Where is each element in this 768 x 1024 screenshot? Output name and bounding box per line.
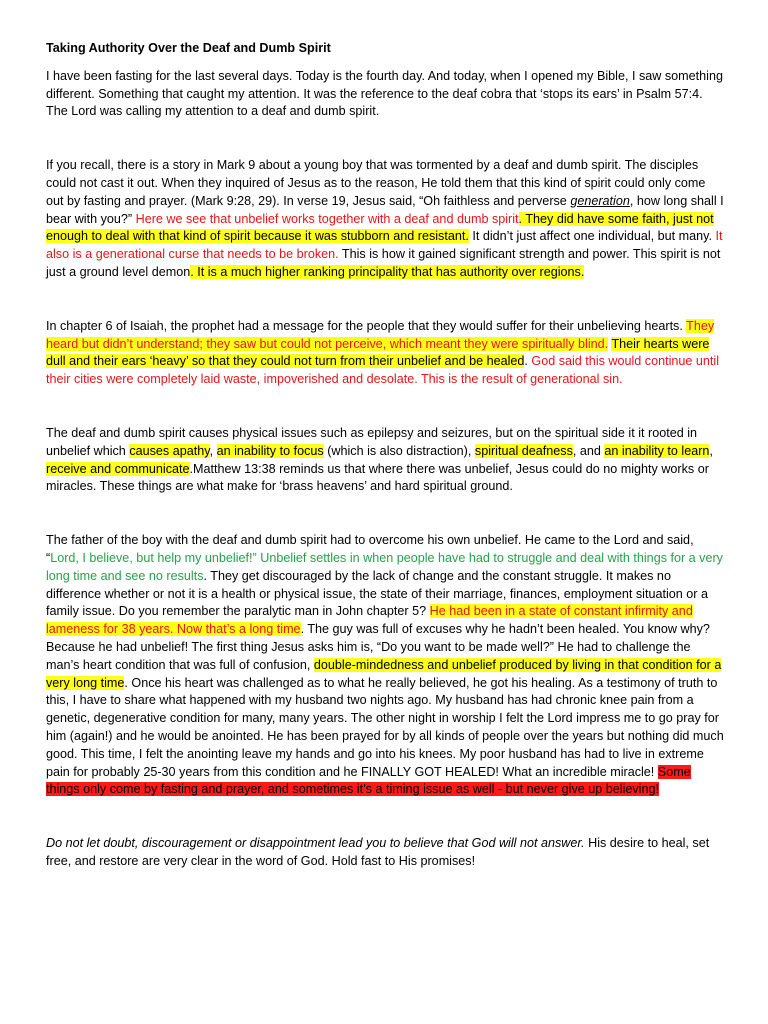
text-run: In chapter 6 of Isaiah, the prophet had a message for the people that they would suffer for their unbelieving hearts. <box>46 318 687 333</box>
text-run: , how long shall I bear with you?” <box>46 193 724 226</box>
spacer <box>46 121 726 157</box>
paragraph-5 <box>46 532 726 799</box>
highlighted-text-run: causes apathy <box>129 443 210 458</box>
text-run: . <box>524 354 532 369</box>
red-highlighted-text-run: Some things only come by fasting and prayer, and sometimes it’s a timing issue as well - but never give up believing! <box>46 764 691 797</box>
spacer <box>46 799 726 835</box>
red-highlighted-text-run: They heard but didn’t understand; they saw but could not perceive, which meant they were spiritually blind. <box>46 318 715 351</box>
text-run: .Matthew 13:38 reminds us that where there was unbelief, Jesus could do no mighty works or miracles. These things are what make for ‘brass heavens’ and hard spiritual ground. <box>46 461 709 494</box>
text-run: This is how it gained significant strength and power. This spirit is not just a ground level demon <box>46 247 721 279</box>
paragraph-2 <box>46 157 726 282</box>
highlighted-text-run: double-mindedness and unbelief produced by living in that condition for a very long time <box>46 657 722 690</box>
highlighted-text-run: Their hearts were dull and their ears ‘heavy’ so that they could not turn from their unbelief and be healed <box>46 336 710 369</box>
text-run: (which is also distraction), <box>323 443 475 458</box>
red-text-run: God said this would continue until their cities were completely laid waste, impoverished and desolate. This is the result of generational sin. <box>46 354 720 387</box>
highlighted-text-run: receive and communicate <box>46 461 190 476</box>
document-page <box>46 40 726 871</box>
highlighted-text-run: an inability to focus <box>216 443 324 458</box>
highlighted-text-run: . They did have some faith, just not enough to deal with that kind of spirit because it was stubborn and resistant. <box>46 211 714 244</box>
text-run: It didn’t just affect one individual, but many. <box>468 229 716 244</box>
highlighted-text-run: . It is a much higher ranking principality that has authority over regions. <box>190 264 585 279</box>
text-run: If you recall, there is a story in Mark 9 about a young boy that was tormented by a deaf and dumb spirit. The disciples could not cast it out. When they inquired of Jesus as to the reason, He told them that this kind of spirit could only come out by fasting and prayer. (Mark 9:28, 29). In verse 19, Jesus said, “Oh faithless and perverse <box>46 158 706 208</box>
spacer <box>46 496 726 532</box>
red-text-run: It also is a generational curse that needs to be broken. <box>46 229 723 262</box>
text-run: The father of the boy with the deaf and dumb spirit had to overcome his own unbelief. He came to the Lord and said, “ <box>46 533 694 565</box>
text-run: . They get discouraged by the lack of change and the constant struggle. It makes no difference whether or not it is a health or physical issue, the state of their marriage, finances, employment situation or a family issue. Do you remember the paralytic man in John chapter 5? <box>46 568 708 619</box>
highlighted-text-run: spiritual deafness <box>474 443 573 458</box>
highlighted-text-run: an inability to learn <box>604 443 710 458</box>
paragraph-3 <box>46 318 726 389</box>
underlined-word: generation <box>570 193 630 208</box>
text-run: . Once his heart was challenged as to what he really believed, he got his healing. As a testimony of truth to this, I have to share what happened with my husband two nights ago. My husband has had chronic knee pain from a genetic, degenerative condition for many, many years. The other night in worship I felt the Lord impress me to go pray for him (again!) and he would be anointed. He has been prayed for by all kinds of people over the years but nothing did much good. This time, I felt the anointing leave my hands and go into his knees. My poor husband has had to live in extreme pain for probably 25-30 years from this condition and he FINALLY GOT HEALED! What an incredible miracle! <box>46 675 724 779</box>
text-run: His desire to heal, set free, and restore are very clear in the word of God. Hold fast to His promises! <box>46 836 710 868</box>
document-title: Taking Authority Over the Deaf and Dumb Spirit <box>46 41 331 55</box>
red-highlighted-text-run: He had been in a state of constant infirmity and lameness for 38 years. Now that’s a long time <box>46 604 693 637</box>
text-run: The deaf and dumb spirit causes physical issues such as epilepsy and seizures, but on the spiritual side it it rooted in unbelief which <box>46 425 698 458</box>
text-run: . The guy was full of excuses why he hadn’t been healed. You know why? Because he had unbelief! The first thing Jesus asks him is, “Do you want to be made well?” He had to challenge the man’s heart condition that was full of confusion, <box>46 622 710 672</box>
paragraph-6 <box>46 835 726 871</box>
red-text-run: Here we see that unbelief works together with a deaf and dumb spirit <box>135 211 519 226</box>
spacer <box>46 389 726 425</box>
paragraph-1: I have been fasting for the last several days. Today is the fourth day. And today, when I opened my Bible, I saw something different. Something that caught my attention. It was the reference to the deaf cobra that ‘stops its ears’ in Psalm 57:4. The Lord was calling my attention to a deaf and dumb spirit. <box>46 68 723 119</box>
text-run: , <box>209 443 217 458</box>
paragraph-4 <box>46 425 726 496</box>
text-run: , <box>709 443 713 458</box>
italic-text-run: Do not let doubt, discouragement or disappointment lead you to believe that God will not answer. <box>46 836 585 851</box>
spacer <box>46 282 726 318</box>
text-run: , and <box>572 443 605 458</box>
green-text-run: Lord, I believe, but help my unbelief!” Unbelief settles in when people have had to struggle and deal with things for a very long time and see no results <box>46 550 723 583</box>
